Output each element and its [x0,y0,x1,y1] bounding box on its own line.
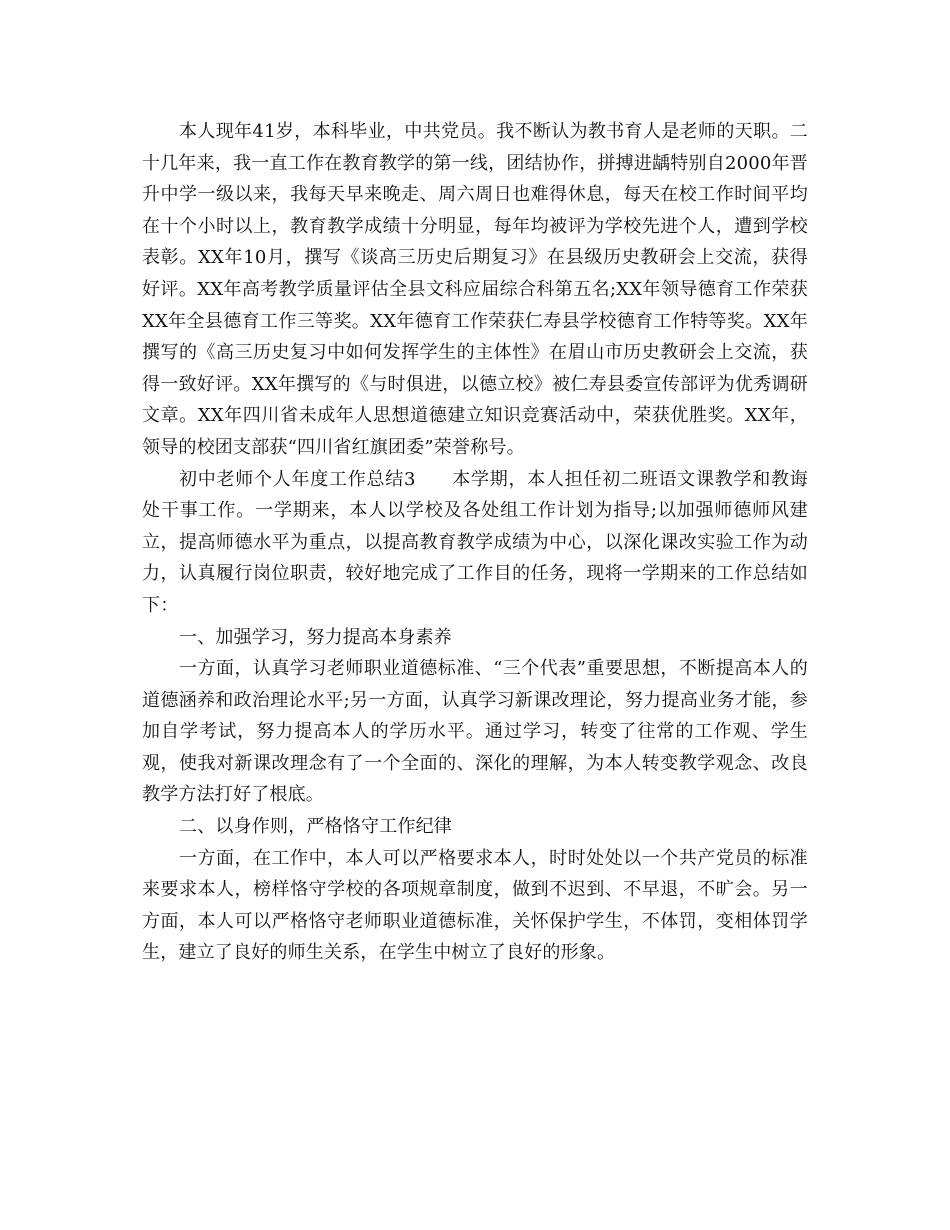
section-title: 初中老师个人年度工作总结3 [179,468,416,490]
heading-strengthen-study: 一、加强学习，努力提高本身素养 [179,626,452,648]
section-intro-text: 本学期，本人担任初二班语文课教学和教诲处干事工作。一学期来，本人以学校及各处组工作计划为指导;以加强师德师风建立，提高师德水平为重点，以提高教育教学成绩为中心，以深化课改实验工作为动力，认真履行岗位职责，较好地完成了工作目的任务，现将一学期来的工作总结如下： [142,468,808,616]
paragraph-personal-achievements: 本人现年41岁，本科毕业，中共党员。我不断认为教书育人是老师的天职。二十几年来，我一直工作在教育教学的第一线，团结协作，拼搏进龋特别自2000年晋升中学一级以来，我每天早来晚走、周六周日也难得休息，每天在校工作时间平均在十个小时以上，教育教学成绩十分明显，每年均被评为学校先进个人，遭到学校表彰。XX年10月，撰写《谈高三历史后期复习》在县级历史教研会上交流，获得好评。XX年高考教学质量评估全县文科应届综合科第五名;XX年领导德育工作荣获XX年全县德育工作三等奖。XX年德育工作荣获仁寿县学校德育工作特等奖。XX年撰写的《高三历史复习中如何发挥学生的主体性》在眉山市历史教研会上交流，获得一致好评。XX年撰写的《与时俱进，以德立校》被仁寿县委宣传部评为优秀调研文章。XX年四川省未成年人思想道德建立知识竞赛活动中，荣获优胜奖。XX年，领导的校团支部获“四川省红旗团委”荣誉称号。 [142,121,808,458]
paragraph-study: 一方面，认真学习老师职业道德标准、“三个代表”重要思想，不断提高本人的道德涵养和政治理论水平;另一方面，认真学习新课改理论，努力提高业务才能，参加自学考试，努力提高本人的学历水平。通过学习，转变了往常的工作观、学生观，使我对新课改理念有了一个全面的、深化的理解，为本人转变教学观念、改良教学方法打好了根底。 [142,658,808,806]
paragraph-work-summary-intro [142,464,808,622]
document-body [142,116,808,969]
paragraph-discipline: 一方面，在工作中，本人可以严格要求本人，时时处处以一个共产党员的标准来要求本人，榜样恪守学校的各项规章制度，做到不迟到、不早退，不旷会。另一方面，本人可以严格恪守老师职业道德标准，关怀保护学生，不体罚，变相体罚学生，建立了良好的师生关系，在学生中树立了良好的形象。 [142,847,808,964]
heading-discipline: 二、以身作则，严格恪守工作纪律 [179,816,452,838]
